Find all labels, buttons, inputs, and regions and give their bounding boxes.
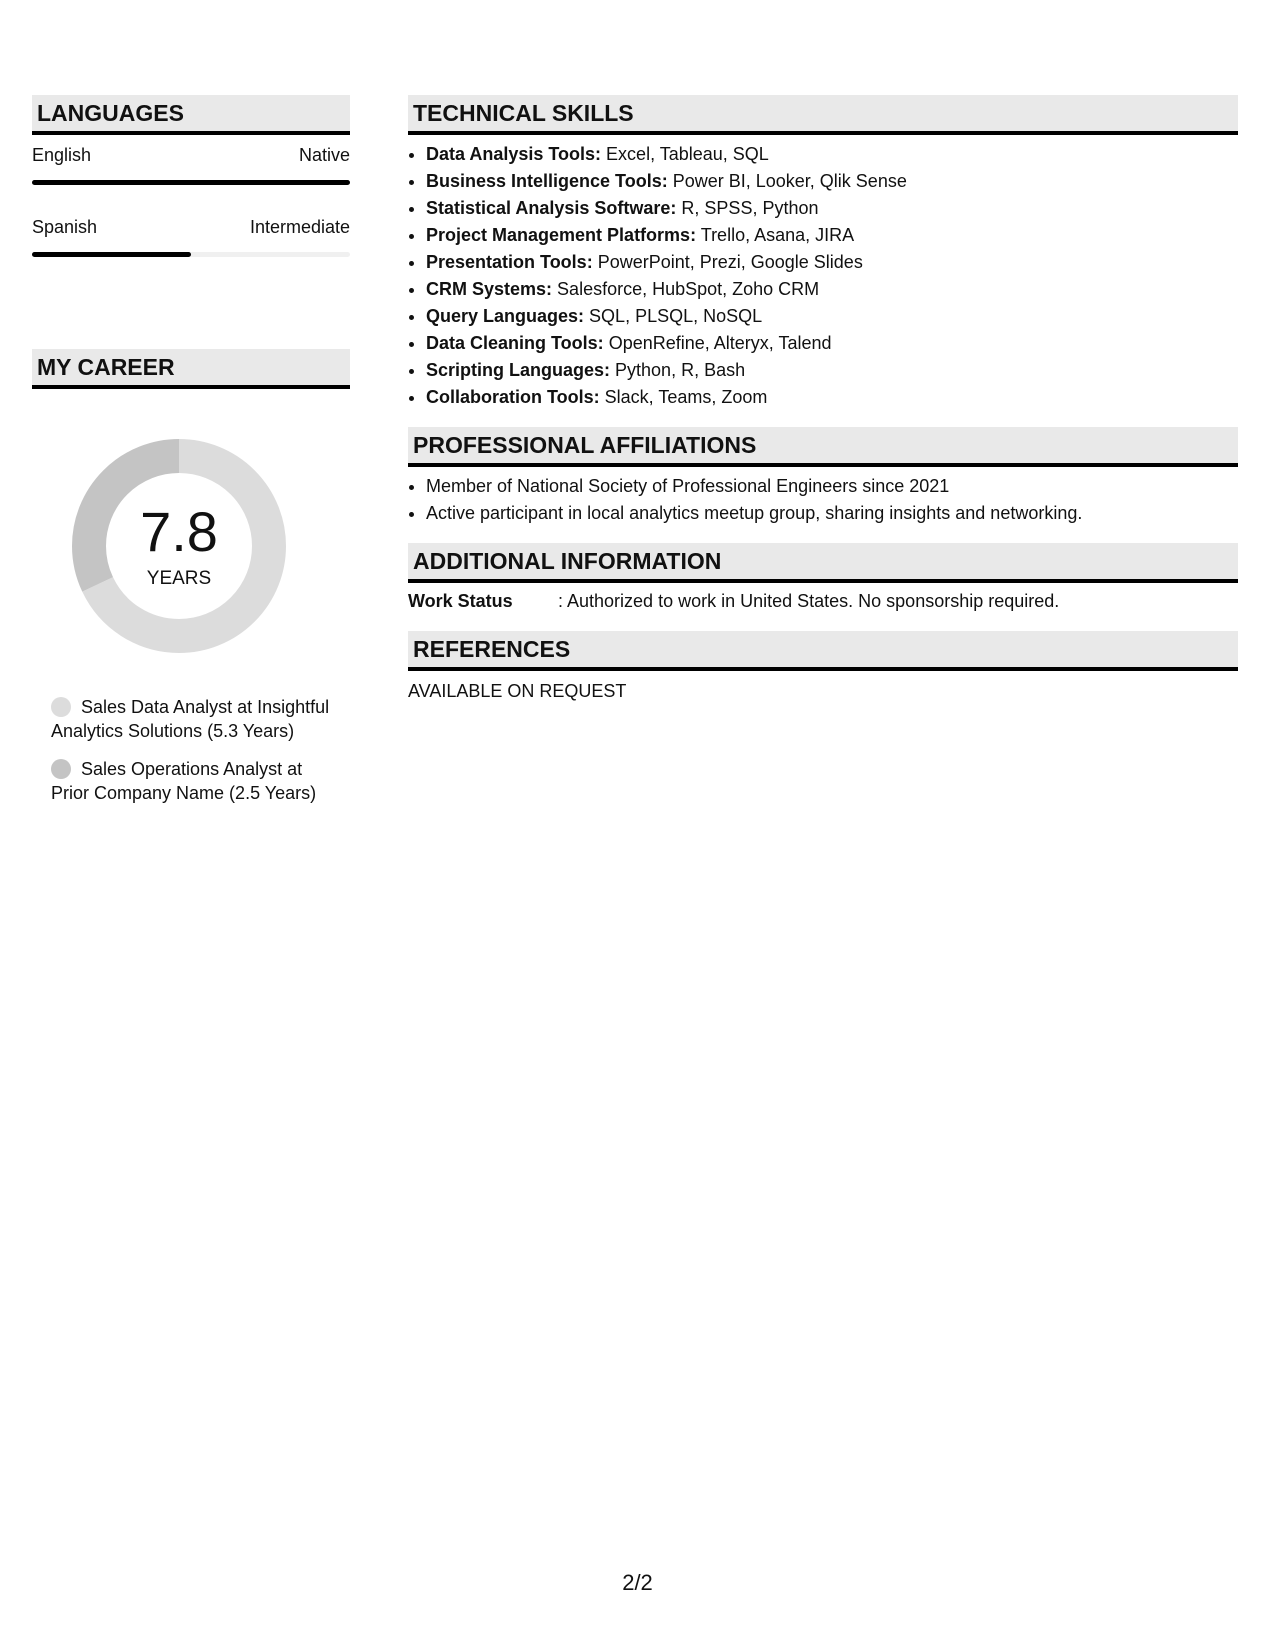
work-status-label: Work Status <box>408 591 513 611</box>
skill-label: Project Management Platforms: <box>426 225 697 245</box>
references-header: REFERENCES <box>408 631 1238 671</box>
language-level: Intermediate <box>249 217 350 237</box>
technical-skills-list <box>408 141 1238 411</box>
page-number: 2/2 <box>622 1570 653 1595</box>
skill-label: CRM Systems: <box>426 279 553 299</box>
skill-item <box>426 303 1238 330</box>
skill-value: Excel, Tableau, SQL <box>601 144 769 164</box>
career-legend-dot <box>51 697 71 717</box>
skill-value: Slack, Teams, Zoom <box>599 387 768 407</box>
skill-value: R, SPSS, Python <box>676 198 819 218</box>
right-column <box>408 95 1238 702</box>
language-row-english <box>32 135 350 207</box>
skill-label: Collaboration Tools: <box>426 387 600 407</box>
language-row-spanish <box>32 207 350 279</box>
skill-item <box>426 141 1238 168</box>
skill-item <box>426 357 1238 384</box>
skill-item <box>426 249 1238 276</box>
work-status-row <box>408 591 1238 615</box>
skill-label: Business Intelligence Tools: <box>426 171 668 191</box>
language-proficiency-bar <box>32 180 350 185</box>
career-header: MY CAREER <box>32 349 350 389</box>
career-years-unit: YEARS <box>146 568 212 589</box>
references-text: AVAILABLE ON REQUEST <box>408 681 627 701</box>
additional-info-section <box>408 543 1238 615</box>
donut-center <box>66 433 292 659</box>
skill-value: SQL, PLSQL, NoSQL <box>584 306 763 326</box>
skill-value: Trello, Asana, JIRA <box>696 225 855 245</box>
skill-value: Python, R, Bash <box>610 360 746 380</box>
skill-label: Statistical Analysis Software: <box>426 198 677 218</box>
affiliation-item: • Active participant in local analytics meetup group, sharing insights and networking. <box>426 500 1238 527</box>
skill-item <box>426 384 1238 411</box>
career-total-years: 7.8 <box>140 500 218 563</box>
language-proficiency-bar <box>32 252 350 257</box>
skill-label: Scripting Languages: <box>426 360 611 380</box>
skill-value: OpenRefine, Alteryx, Talend <box>603 333 832 353</box>
skill-item <box>426 276 1238 303</box>
skill-label: Query Languages: <box>426 306 585 326</box>
skill-item <box>426 168 1238 195</box>
affiliations-list <box>408 473 1238 527</box>
language-proficiency-fill <box>32 252 191 257</box>
skill-value: PowerPoint, Prezi, Google Slides <box>592 252 863 272</box>
technical-skills-header: TECHNICAL SKILLS <box>408 95 1238 135</box>
career-entry-text: Sales Data Analyst at Insightful Analytics Solutions (5.3 Years) <box>51 697 330 741</box>
work-status-value: : Authorized to work in United States. No sponsorship required. <box>558 591 1060 611</box>
skill-item <box>426 330 1238 357</box>
language-name: Spanish <box>32 217 98 237</box>
additional-info-header: ADDITIONAL INFORMATION <box>408 543 1238 583</box>
skill-item <box>426 222 1238 249</box>
career-legend-dot <box>51 759 71 779</box>
career-legend <box>51 695 341 805</box>
skill-item <box>426 195 1238 222</box>
references-section <box>408 631 1238 702</box>
career-entry <box>51 757 341 805</box>
language-name: English <box>32 145 92 165</box>
skill-label: Data Analysis Tools: <box>426 144 602 164</box>
career-entry-text: Sales Operations Analyst at Prior Company Name (2.5 Years) <box>51 759 317 803</box>
skill-label: Presentation Tools: <box>426 252 593 272</box>
career-entry <box>51 695 341 743</box>
career-donut-chart <box>66 433 292 659</box>
language-level: Native <box>298 145 350 165</box>
languages-header: LANGUAGES <box>32 95 350 135</box>
skill-value: Power BI, Looker, Qlik Sense <box>667 171 907 191</box>
affiliation-item: • Member of National Society of Professional Engineers since 2021 <box>426 473 1238 500</box>
skill-label: Data Cleaning Tools: <box>426 333 604 353</box>
skill-value: Salesforce, HubSpot, Zoho CRM <box>552 279 820 299</box>
affiliations-section <box>408 427 1238 527</box>
left-column <box>32 95 350 819</box>
language-proficiency-fill <box>32 180 350 185</box>
affiliations-header: PROFESSIONAL AFFILIATIONS <box>408 427 1238 467</box>
